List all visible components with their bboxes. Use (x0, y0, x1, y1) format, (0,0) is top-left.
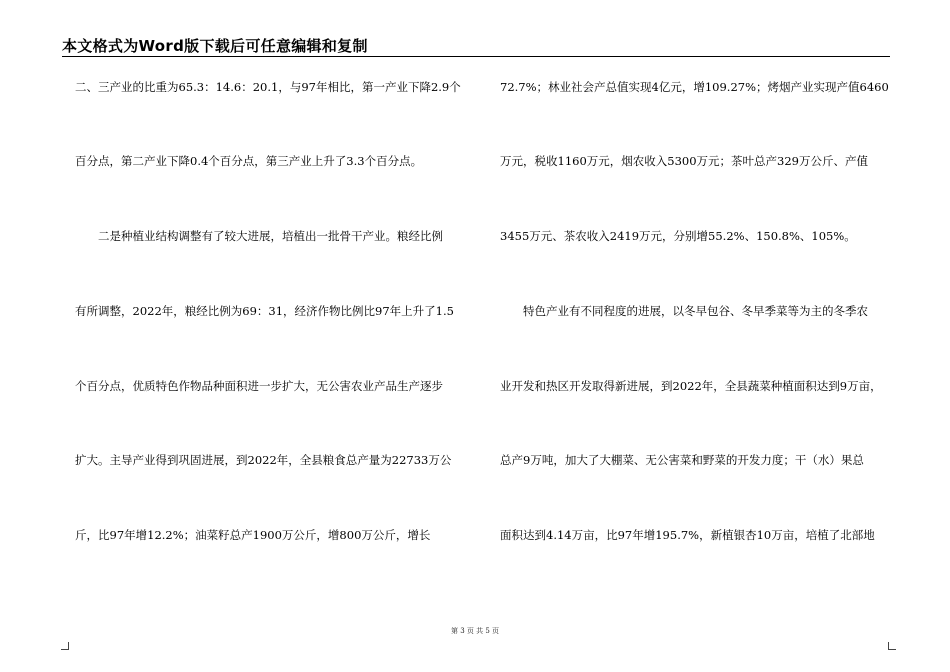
text-line: 斤，比97年增12.2%；油菜籽总产1900万公斤，增800万公斤，增长 (75, 528, 431, 542)
text-line: 特色产业有不同程度的进展，以冬早包谷、冬早季菜等为主的冬季农 (500, 304, 868, 318)
text-line: 二是种植业结构调整有了较大进展，培植出一批骨干产业。粮经比例 (75, 229, 443, 243)
text-line: 总产9万吨，加大了大棚菜、无公害菜和野菜的开发力度；干（水）果总 (500, 453, 864, 467)
text-line: 二、三产业的比重为65.3：14.6：20.1，与97年相比，第一产业下降2.9个 (75, 80, 461, 94)
text-line: 3455万元、茶农收入2419万元，分别增55.2%、150.8%、105%。 (500, 229, 856, 243)
text-line: 有所调整，2022年，粮经比例为69：31，经济作物比例比97年上升了1.5 (75, 304, 454, 318)
text-line: 业开发和热区开发取得新进展，到2022年，全县蔬菜种植面积达到9万亩， (500, 379, 882, 393)
text-line: 72.7%；林业社会产总值实现4亿元，增109.27%；烤烟产业实现产值6460 (500, 80, 889, 94)
text-line: 个百分点，优质特色作物品种面积进一步扩大，无公害农业产品生产逐步 (75, 379, 443, 393)
text-line: 万元，税收1160万元，烟农收入5300万元；茶叶总产329万公斤、产值 (500, 154, 868, 168)
header-divider (62, 56, 890, 57)
text-line: 百分点，第二产业下降0.4个百分点，第三产业上升了3.3个百分点。 (75, 154, 423, 168)
crop-mark-left (61, 642, 69, 650)
header-title: 本文格式为Word版下载后可任意编辑和复制 (62, 37, 368, 55)
text-line: 扩大。主导产业得到巩固进展，到2022年，全县粮食总产量为22733万公 (75, 453, 452, 467)
crop-mark-right (888, 642, 896, 650)
text-line: 面积达到4.14万亩，比97年增195.7%，新植银杏10万亩，培植了北部地 (500, 528, 875, 542)
page-number: 第 3 页 共 5 页 (450, 627, 500, 635)
